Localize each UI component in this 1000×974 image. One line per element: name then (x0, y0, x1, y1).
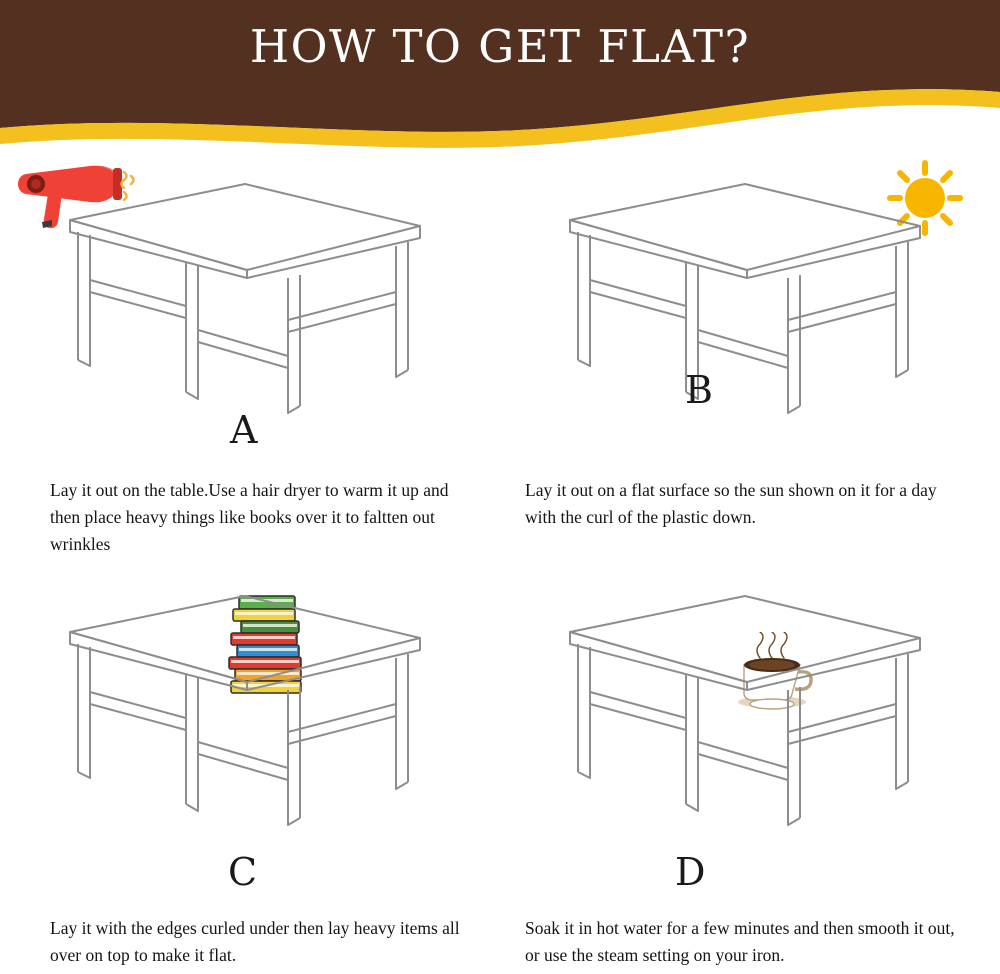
panel-b (500, 150, 1000, 562)
panel-c (0, 562, 500, 974)
instruction-panels (0, 150, 1000, 974)
panel-caption-b: Lay it out on a flat surface so the sun shown on it for a day with the curl of the plastic down. (525, 480, 937, 528)
table-illustration-b (500, 170, 1000, 440)
page-title: HOW TO GET FLAT? (249, 20, 751, 73)
panel-letter-d: D (675, 850, 706, 894)
panel-letter-c: C (228, 850, 258, 894)
table-illustration-d (500, 582, 1000, 852)
panel-caption-d: Soak it in hot water for a few minutes and then smooth it out, or use the steam setting on your iron. (525, 918, 955, 966)
panel-d (500, 562, 1000, 974)
panel-letter-b: B (685, 368, 713, 412)
panel-a (0, 150, 500, 562)
page-header (0, 0, 1000, 150)
panel-caption-a: Lay it out on the table.Use a hair dryer to warm it up and then place heavy things like books over it to faltten out wrinkles (50, 480, 449, 555)
panel-caption-c: Lay it with the edges curled under then lay heavy items all over on top to make it flat. (50, 918, 460, 966)
table-illustration-a (0, 170, 500, 440)
table-illustration-c (0, 582, 500, 852)
panel-letter-a: A (230, 408, 258, 452)
